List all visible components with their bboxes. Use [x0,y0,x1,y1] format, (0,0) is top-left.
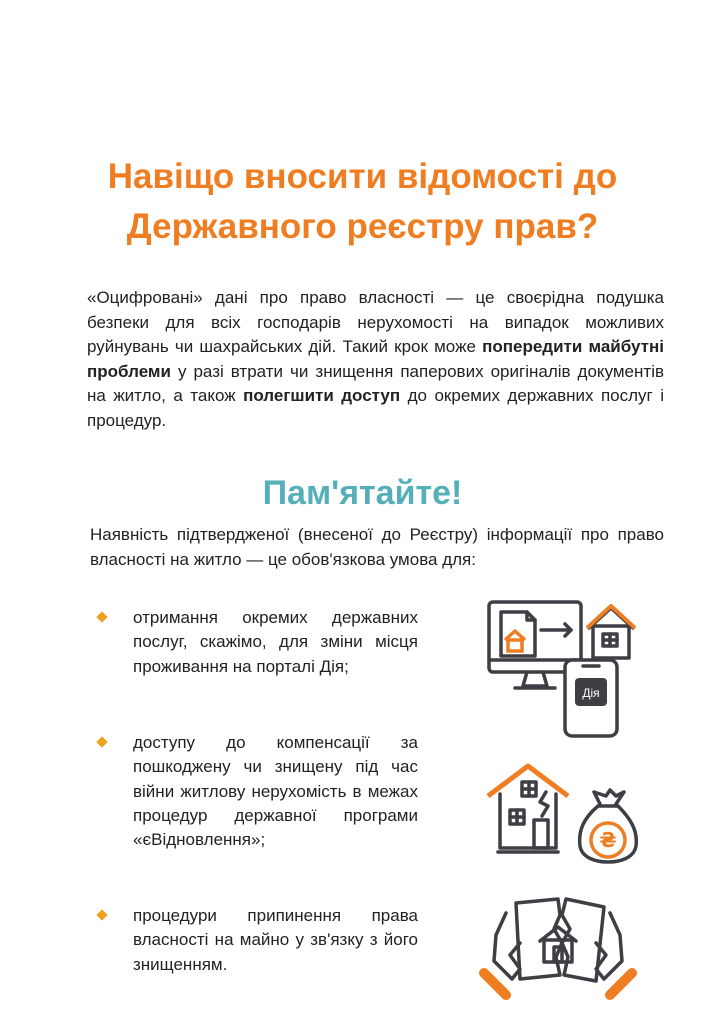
list-item-text: отримання окремих державних послуг, скажімо, для зміни місця проживання на порталі Дія; [133,608,418,676]
list-item-text: процедури припинення права власності на майно у зв'язку з його знищенням. [133,906,418,974]
title-line-1: Навіщо вносити відомості до [107,157,618,196]
list-item-text: доступу до компенсації за пошкоджену чи знищену під час війни житлову нерухомість в межах процедур державної програми «єВідновлення»; [133,733,418,850]
list-item [98,904,418,977]
damaged-house-money-bag-icon [484,760,644,870]
hryvnia-symbol: ₴ [599,828,617,852]
remember-heading: Пам'ятайте! [262,474,463,512]
diamond-bullet-icon [96,909,107,920]
intro-text-2: у разі втрати чи знищення паперових оригіналів документів на житло, а також [87,361,664,405]
intro-bold-2: полегшити доступ [243,386,401,405]
app-logo-text: Дія [582,686,600,700]
intro-paragraph [87,286,664,433]
computer-phone-house-icon [485,598,645,743]
diamond-bullet-icon [96,736,107,747]
page-title [40,152,685,252]
list-item [98,731,418,852]
hands-torn-house-document-icon [476,895,641,1000]
intro-bold-1: попередити майбутні проблеми [87,337,665,381]
lead-paragraph: Наявність підтвердженої (внесеної до Реєстру) інформації про право власності на житло — це обов'язкова умова для: [90,525,664,569]
diamond-bullet-icon [96,611,107,622]
intro-text-3: до окремих державних послуг і процедур. [87,386,664,430]
intro-text-1: «Оцифровані» дані про право власності — це своєрідна подушка безпеки для всіх господарів нерухомості на випадок можливих руйнувань чи шахрайських дій. Такий крок може [87,288,664,356]
title-line-2: Державного реєстру прав? [126,207,599,246]
list-item [98,606,418,679]
